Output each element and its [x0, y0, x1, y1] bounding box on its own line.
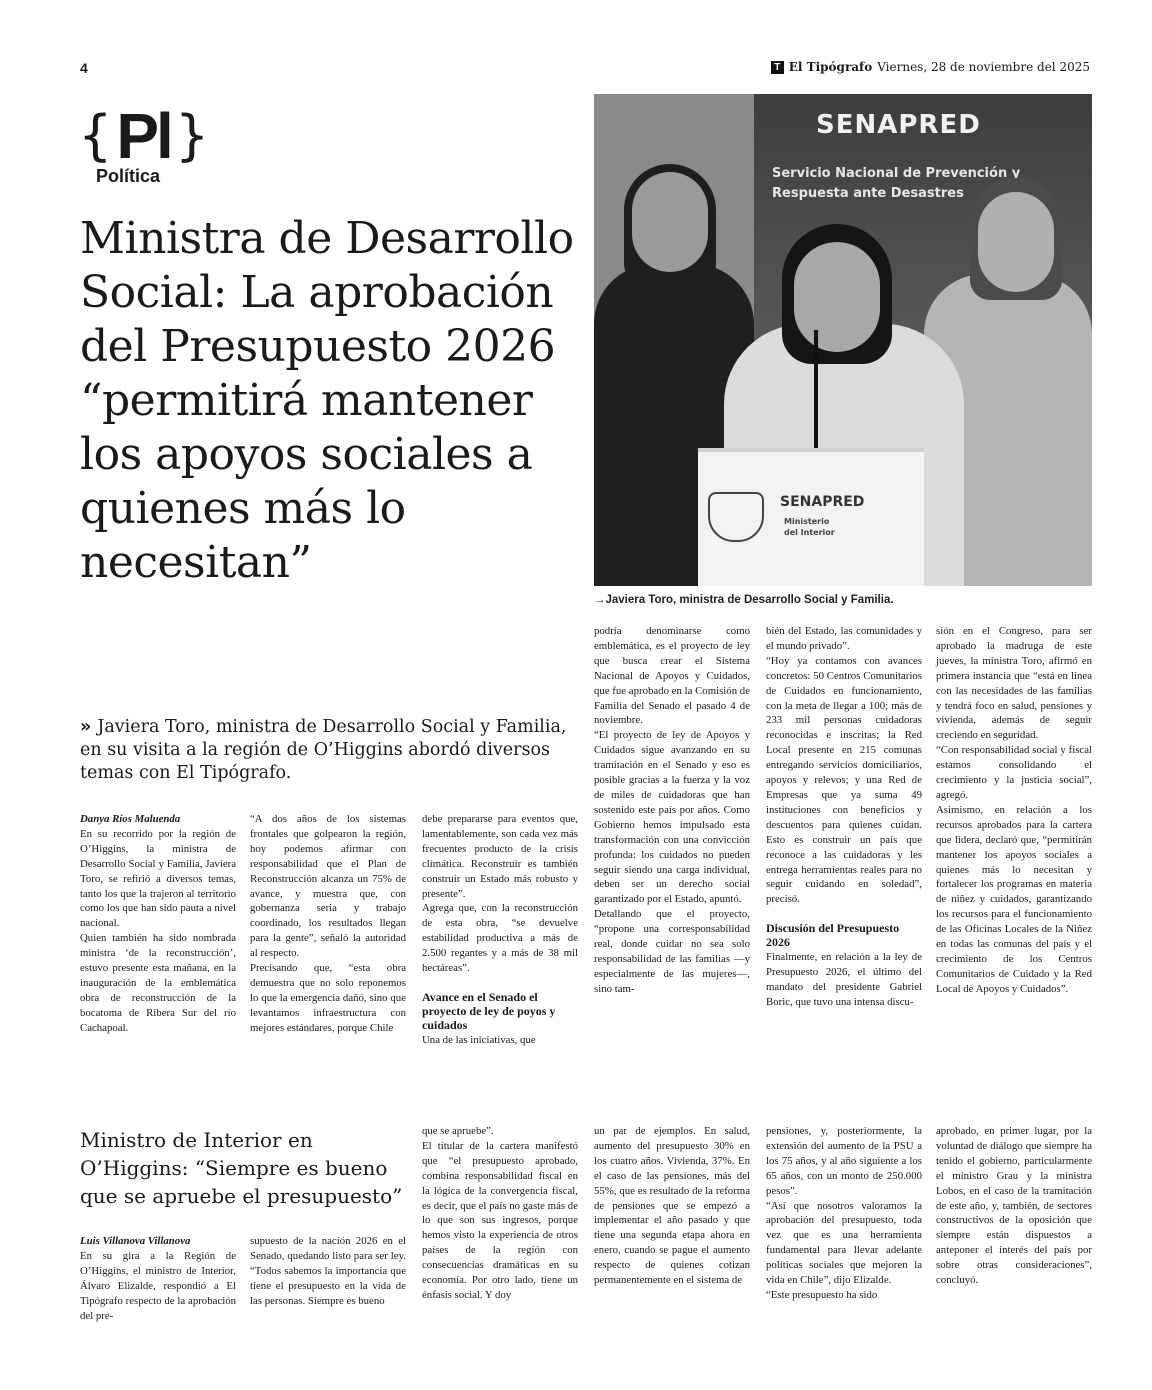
paragraph: pensiones, y, posteriormente, la extensión del aumento de la PSU a los 75 años, y al año siguiente a los 65 años, con un monto de 250.000 pesos”. [766, 1125, 922, 1197]
paragraph: Quien también ha sido nombrada ministra ‘de la reconstrucción’, estuvo presente esta mañana, en la inauguración de la emblemática obra de reconstrucción de la bocatoma de Ribera Sur del río Cachapoal. [80, 932, 236, 1034]
paragraph: Asimismo, en relación a los recursos aprobados para la cartera que lidera, declaró que, “permitirán mantener los apoyos sociales a quienes más lo necesitan y fortalecer los programas en materia de niñez y cuidados, garantizando los recursos para el funcionamiento de las Oficinas Locales de la Niñez en todas las comunas del país y el crecimiento de los Centros Comunitarios de Cuidado y la Red Local de Apoyos y Cuidados”. [936, 803, 1092, 995]
subheading-budget: Discusión del Presupuesto 2026 [766, 921, 900, 950]
paragraph: Detallando que el proyecto, “propone una corresponsabilidad real, donde cuidar no sea solo responsabilidad de las familias —y especialmente de las mujeres—, sino tam- [594, 908, 750, 995]
press-photo [594, 94, 1092, 586]
newspaper-name: El Tipógrafo [788, 60, 873, 74]
page-number: 4 [80, 60, 88, 76]
podium [698, 448, 924, 586]
paragraph: “Con responsabilidad social y fiscal estamos consolidando el crecimiento y la justicia social”, agregó. [936, 744, 1092, 801]
lede-text: Javiera Toro, ministra de Desarrollo Social y Familia, en su visita a la región de O’Higgins abordó diversos temas con El Tipógrafo. [80, 717, 567, 783]
microphone [814, 330, 818, 454]
issue-date: Viernes, 28 de noviembre del 2025 [877, 60, 1090, 74]
paragraph: debe prepararse para eventos que, lamentablemente, son cada vez más frecuentes producto de la crisis climática. Reconstruir es también construir un Estado más robusto y presente”. [422, 813, 578, 900]
article1-column-2 [250, 812, 406, 1036]
main-headline: Ministra de Desarrollo Social: La aprobación del Presupuesto 2026 “permitirá mantener los apoyos sociales a quienes más lo necesitan” [80, 213, 574, 588]
paragraph: Finalmente, en relación a la ley de Presupuesto 2026, el último del mandato del presidente Gabriel Boric, que tuvo una intensa discu- [766, 951, 922, 1008]
paragraph: Precisando que, “esta obra demuestra que no solo reponemos lo que la emergencia dañó, sino que levantamos infraestructura con mejores estándares, porque Chile [250, 962, 406, 1034]
paragraph: “Hoy ya contamos con avances concretos: 50 Centros Comunitarios de Cuidados en funcionamiento, con la meta de llegar a 100; más de 233 mil personas cuidadoras reconocidas e inscritas; la Red Local presente en 215 comunas entregando servicios domiciliarios, apoyos y relevos; y una Red de Empresas que ya suma 49 instituciones con beneficios y descuentos para quienes cuidan. Esto es construir un país que reconoce a las cuidadoras y les entrega herramientas reales para no seguir cuidando en soledad”, precisó. [766, 654, 922, 906]
paragraph: bién del Estado, las comunidades y el mundo privado”. [766, 625, 922, 652]
masthead [771, 60, 1090, 74]
article2-column-1 [80, 1234, 236, 1323]
brace-close: } [174, 104, 210, 167]
paragraph: “Este presupuesto ha sido [766, 1288, 878, 1301]
podium-title: SENAPRED [780, 494, 865, 510]
brace-open: { [78, 104, 113, 167]
article2-column-5 [766, 1124, 922, 1303]
person-center-face [794, 242, 880, 352]
lede [80, 716, 580, 785]
article2-byline: Luis Villanova Villanova [80, 1235, 191, 1247]
section-abbreviation: Pl [116, 100, 171, 172]
paragraph: “Así que nosotros valoramos la aprobación del presupuesto, toda vez que es una herramienta fundamental para llevar adelante políticas sociales que mejoren la vida en Chile”, dijo Elizalde. [766, 1199, 922, 1287]
secondary-headline: Ministro de Interior en O’Higgins: “Siempre es bueno que se apruebe el presupuesto” [80, 1128, 403, 1208]
article2-column-6 [936, 1124, 1092, 1288]
paragraph: aprobado, en primer lugar, por la voluntad de diálogo que siempre ha tenido el gobierno, particularmente el ministro Grau y la ministra Lobos, en el caso de la tramitación de este año, y, también, de sectores constructivos de la oposición que siempre están dispuestos a anteponer el interés del país por sobre otras consideraciones”, concluyó. [936, 1125, 1092, 1287]
lede-mark-icon: » [80, 717, 92, 737]
section-mark [78, 100, 210, 187]
article1-byline: Danya Ríos Maluenda [80, 813, 181, 825]
paragraph: sión en el Congreso, para ser aprobado la madruga de este jueves, la ministra Toro, afirmó en primera instancia que “está en línea con las necesidades de las familias y tendrá foco en salud, pensiones y vivienda, además de seguir creciendo en seguridad. [936, 625, 1092, 742]
paragraph: En su gira a la Región de O’Higgins, el ministro de Interior, Álvaro Elizalde, respondió a El Tipógrafo respecto de la aprobación del pre- [80, 1249, 236, 1322]
article2-column-3 [422, 1124, 578, 1303]
paragraph: “A dos años de los sistemas frontales que golpearon la región, hoy podemos afirmar con responsabilidad que el Plan de Reconstrucción alcanza un 75% de avance, y muestra que, con gobernanza seria y trabajo coordinado, los resultados llegan para la gente”, señaló la autoridad al respecto. [250, 813, 406, 960]
article2-column-2 [250, 1234, 406, 1309]
paragraph: un par de ejemplos. En salud, aumento del presupuesto 30% en los cuatro años. Vivienda, 37%. En el caso de las pensiones, más del 55%, que es resultado de la reforma de pensiones que se empezó a implementar el año pasado y que tiene una segunda etapa ahora en enero, cuando se pague el aumento respecto de quienes cotizan permanentemente en el sistema de [594, 1125, 750, 1287]
article1-column-3 [422, 812, 578, 1048]
paragraph: Una de las iniciativas, que [422, 1033, 536, 1046]
backdrop-title: SENAPRED [816, 110, 981, 140]
paragraph: que se apruebe”. [422, 1125, 494, 1137]
paragraph: Agrega que, con la reconstrucción de esta obra, “se devuelve estabilidad productiva a más de 2.500 regantes y a más de 38 mil hectáreas”. [422, 902, 578, 975]
paragraph: supuesto de la nación 2026 en el Senado, quedando listo para ser ley. “Todos sabemos la importancia que tiene el presupuesto en la vida de las personas. Siempre es bueno [250, 1235, 406, 1307]
article1-column-5 [766, 624, 922, 1010]
person-left-face [632, 172, 708, 272]
newspaper-logo-icon: T [771, 61, 784, 74]
backdrop-subtitle: Servicio Nacional de Prevención y Respuesta ante Desastres [772, 166, 1021, 201]
section-label: Política [96, 166, 161, 186]
paragraph: En su recorrido por la región de O’Higgins, la ministra de Desarrollo Social y Familia, Javiera Toro, se refirió a diversos temas, tanto los que la trajeron al territorio como los que han sido pauta a nivel nacional. [80, 827, 236, 930]
coat-of-arms-icon [708, 492, 764, 542]
person-right-face [978, 192, 1054, 292]
podium-subtitle: Ministerio del Interior [784, 517, 835, 537]
article2-column-4 [594, 1124, 750, 1288]
subheading-senate: Avance en el Senado el proyecto de ley de poyos y cuidados [422, 989, 556, 1032]
photo-caption: →Javiera Toro, ministra de Desarrollo Social y Familia. [594, 594, 894, 606]
article1-column-4 [594, 624, 750, 997]
paragraph: “El proyecto de ley de Apoyos y Cuidados sigue avanzando en su tramitación en el Senado y eso es posible gracias a la fuerza y la voz de miles de cuidadoras que han sostenido este país por años. Como Gobierno hemos impulsado esta transformación con una convicción profunda: los cuidados no pueden seguir siendo una carga individual, deben ser un derecho social garantizado por el Estado, apuntó. [594, 729, 750, 906]
article1-column-6 [936, 624, 1092, 997]
paragraph: El titular de la cartera manifestó que “el presupuesto aprobado, combina responsabilidad fiscal en la lógica de la convergencia fiscal, es decir, que el país no gaste más de lo que son sus ingresos, porque hemos visto la experiencia de otros países de la región con consecuencias dramáticas en su economía. Por otro lado, tiene un énfasis social. Y doy [422, 1139, 578, 1301]
article1-column-1 [80, 812, 236, 1036]
paragraph: podría denominarse como emblemática, es el proyecto de ley que busca crear el Sistema Nacional de Apoyos y Cuidados, que fue aprobado en la Comisión de Familia del Senado el pasado 4 de noviembre. [594, 625, 750, 727]
